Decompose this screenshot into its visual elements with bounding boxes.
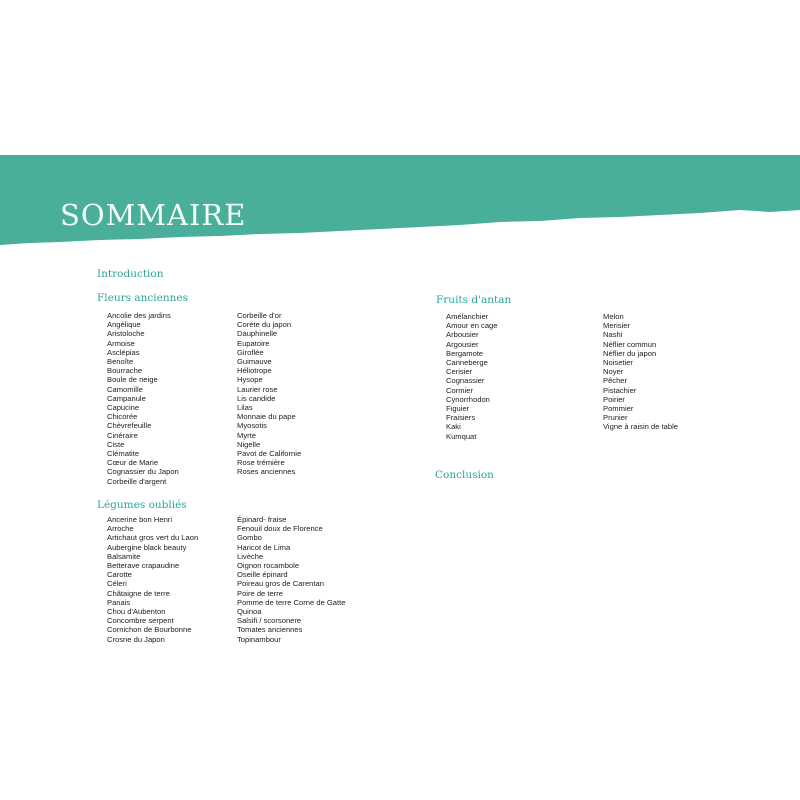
list-item: Merisier xyxy=(603,321,631,331)
list-item: Corète du japon xyxy=(237,320,292,330)
list-item: Gombo xyxy=(237,533,262,543)
list-item: Pavot de Californie xyxy=(237,449,302,459)
list-item: Cœur de Marie xyxy=(107,458,159,468)
list-item: Fenouil doux de Florence xyxy=(237,524,323,534)
list-item: Cormier xyxy=(446,385,474,395)
list-item: Hysope xyxy=(237,375,263,385)
list-item: Cerisier xyxy=(446,367,473,377)
list-item: Oseille épinard xyxy=(237,570,288,580)
list-item: Chou d'Aubenton xyxy=(107,607,166,617)
list-item: Melon xyxy=(603,312,624,321)
list-item: Figuier xyxy=(446,404,470,414)
list-item: Noisetier xyxy=(603,358,633,368)
list-item: Arroche xyxy=(107,524,134,534)
list-item: Capucine xyxy=(107,403,140,413)
list-item: Armoise xyxy=(107,338,135,348)
list-item: Épinard- fraise xyxy=(237,515,287,524)
list-item: Tomates anciennes xyxy=(237,625,303,635)
list-item: Cynorrhodon xyxy=(446,394,490,404)
fruits-heading: Fruits d'antan xyxy=(436,294,512,306)
list-item: Ciste xyxy=(107,439,125,449)
list-item: Concombre serpent xyxy=(107,616,174,626)
legumes-list-col2 xyxy=(237,515,345,644)
list-item: Dauphinelle xyxy=(237,329,278,339)
list-item: Chèvrefeuille xyxy=(107,421,152,431)
list-item: Quinoa xyxy=(237,607,262,617)
fruits-list-col1 xyxy=(446,312,498,441)
list-item: Roses anciennes xyxy=(237,467,296,477)
fleurs-list-col2 xyxy=(237,311,301,477)
list-item: Poirier xyxy=(603,394,625,404)
page-title: SOMMAIRE xyxy=(60,198,247,232)
list-item: Corbeille d'argent xyxy=(107,476,167,486)
list-item: Laurier rose xyxy=(237,384,278,394)
list-item: Néflier commun xyxy=(603,339,657,349)
list-item: Panais xyxy=(107,597,131,607)
list-item: Céleri xyxy=(107,579,127,589)
conclusion-heading: Conclusion xyxy=(435,469,494,481)
list-item: Héliotrope xyxy=(237,366,272,376)
list-item: Carotte xyxy=(107,570,132,580)
fleurs-list-col1 xyxy=(107,311,179,486)
list-item: Rose trémière xyxy=(237,458,285,468)
list-item: Artichaut gros vert du Laon xyxy=(107,533,199,543)
list-item: Argousier xyxy=(446,339,479,349)
list-item: Châtaigne de terre xyxy=(107,588,170,598)
list-item: Campanule xyxy=(107,393,146,403)
list-item: Aubergine black beauty xyxy=(107,542,187,552)
legumes-list-col1 xyxy=(107,515,198,644)
list-item: Crosne du Japon xyxy=(107,634,165,644)
list-item: Salsifi / scorsonere xyxy=(237,616,302,626)
list-item: Guimauve xyxy=(237,357,272,367)
list-item: Oignon rocambole xyxy=(237,561,300,571)
list-item: Ancerine bon Henri xyxy=(107,515,173,524)
fruits-list-col2 xyxy=(603,312,678,432)
list-item: Néflier du japon xyxy=(603,348,657,358)
list-item: Pêcher xyxy=(603,376,628,386)
list-item: Pomme de terre Corne de Gatte xyxy=(237,597,346,607)
list-item: Chicorée xyxy=(107,412,138,422)
list-item: Vigne à raisin de table xyxy=(603,422,679,432)
list-item: Cognassier xyxy=(446,376,485,386)
list-item: Betterave crapaudine xyxy=(107,561,180,571)
list-item: Pommier xyxy=(603,404,634,414)
list-item: Myrte xyxy=(237,430,256,440)
list-item: Aristoloche xyxy=(107,329,145,339)
list-item: Topinambour xyxy=(237,634,281,644)
list-item: Kaki xyxy=(446,422,461,432)
list-item: Cinéraire xyxy=(107,430,138,440)
list-item: Eupatoire xyxy=(237,338,270,348)
list-item: Amélanchier xyxy=(446,312,489,321)
legumes-heading: Légumes oubliés xyxy=(97,499,187,511)
list-item: Kumquat xyxy=(446,431,477,441)
list-item: Livèche xyxy=(237,551,264,561)
list-item: Asclépias xyxy=(107,347,140,357)
list-item: Bourrache xyxy=(107,366,143,376)
list-item: Poire de terre xyxy=(237,588,284,598)
list-item: Amour en cage xyxy=(446,321,498,331)
list-item: Fraisiers xyxy=(446,413,476,423)
list-item: Giroflée xyxy=(237,347,264,357)
list-item: Angélique xyxy=(107,320,141,330)
list-item: Camomille xyxy=(107,384,143,394)
list-item: Pistachier xyxy=(603,385,637,395)
list-item: Arbousier xyxy=(446,330,479,340)
list-item: Benoîte xyxy=(107,357,134,367)
introduction-heading: Introduction xyxy=(97,268,164,280)
list-item: Clématite xyxy=(107,449,140,459)
list-item: Boule de neige xyxy=(107,375,158,385)
list-item: Lilas xyxy=(237,403,253,413)
list-item: Prunier xyxy=(603,413,628,423)
list-item: Canneberge xyxy=(446,358,488,368)
list-item: Cognassier du Japon xyxy=(107,467,179,477)
list-item: Haricot de Lima xyxy=(237,542,291,552)
list-item: Nigelle xyxy=(237,439,261,449)
list-item: Nashi xyxy=(603,330,623,340)
list-item: Noyer xyxy=(603,367,624,377)
list-item: Monnaie du pape xyxy=(237,412,296,422)
list-item: Poireau gros de Carentan xyxy=(237,579,324,589)
list-item: Corbeille d'or xyxy=(237,311,282,320)
list-item: Bergamote xyxy=(446,348,484,358)
list-item: Myosotis xyxy=(237,421,267,431)
list-item: Cornichon de Bourbonne xyxy=(107,625,192,635)
fleurs-heading: Fleurs anciennes xyxy=(97,292,188,304)
list-item: Ancolie des jardins xyxy=(107,311,171,320)
list-item: Lis candide xyxy=(237,393,276,403)
list-item: Balsamite xyxy=(107,551,141,561)
